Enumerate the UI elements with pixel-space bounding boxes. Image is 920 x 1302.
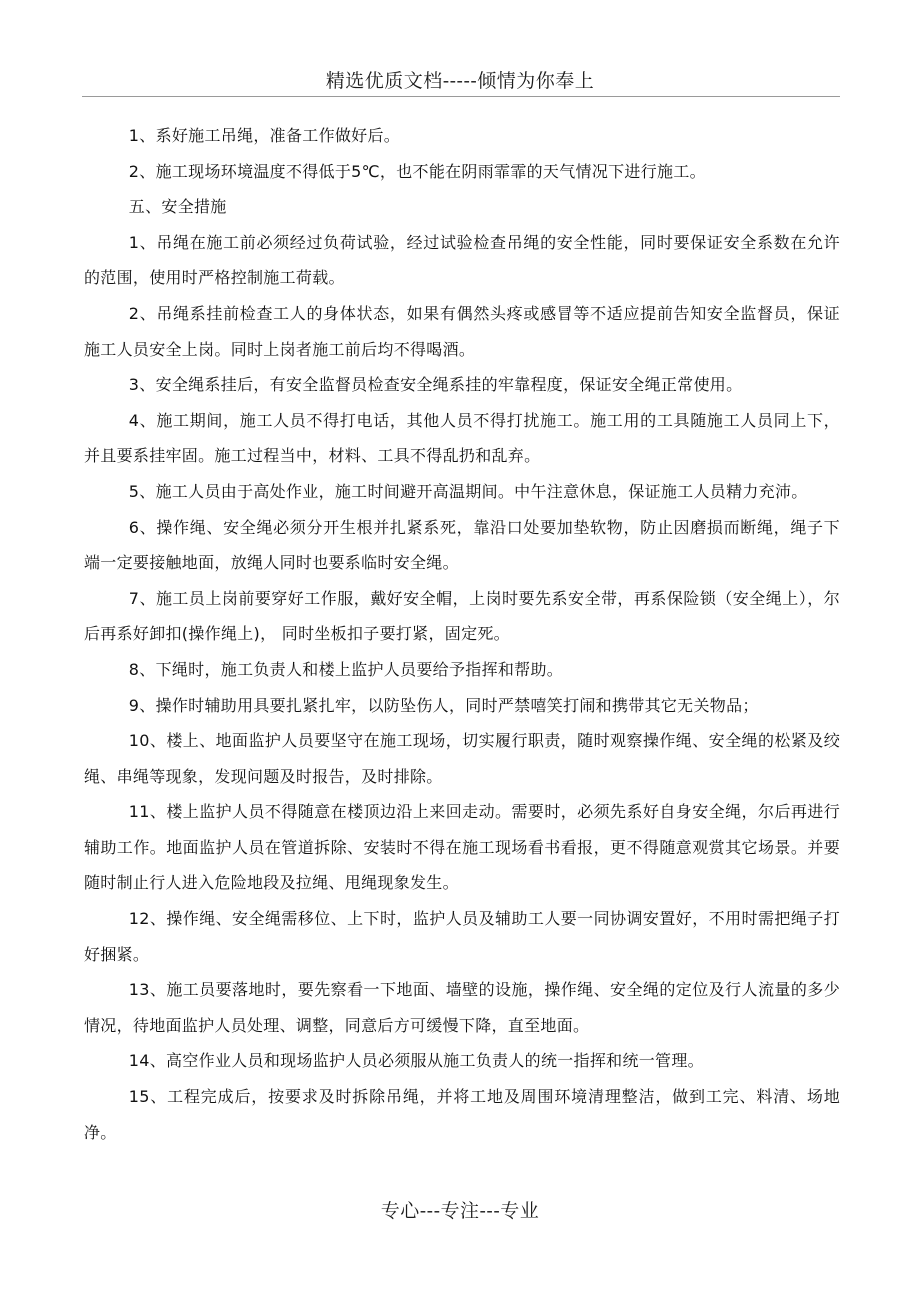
paragraph: 8、下绳时，施工负责人和楼上监护人员要给予指挥和帮助。 [128, 659, 564, 679]
page-header-title: 精选优质文档-----倾情为你奉上 [325, 70, 595, 92]
header-divider [82, 96, 840, 97]
paragraph: 1、系好施工吊绳，准备工作做好后。 [128, 126, 401, 145]
paragraph: 3、安全绳系挂后，有安全监督员检查安全绳系挂的牢靠程度，保证安全绳正常使用。 [128, 375, 743, 395]
paragraph: 4、施工期间，施工人员不得打电话，其他人员不得打扰施工。施工用的工具随施工人员同上下，并且要系挂牢固。施工过程当中，材料、工具不得乱扔和乱弃。 [84, 410, 840, 466]
paragraph: 2、施工现场环境温度不得低于5℃，也不能在阴雨霏霏的天气情况下进行施工。 [128, 161, 706, 181]
paragraph: 10、楼上、地面监护人员要坚守在施工现场，切实履行职责，随时观察操作绳、安全绳的松紧及绞绳、串绳等现象，发现问题及时报告，及时排除。 [84, 731, 840, 786]
paragraph: 9、操作时辅助用具要扎紧扎牢，以防坠伤人，同时严禁嘻笑打闹和携带其它无关物品； [128, 695, 759, 715]
paragraph: 2、吊绳系挂前检查工人的身体状态，如果有偶然头疼或感冒等不适应提前告知安全监督员，保证施工人员安全上岗。同时上岗者施工前后均不得喝酒。 [84, 303, 840, 359]
paragraph: 15、工程完成后，按要求及时拆除吊绳，并将工地及周围环境清理整洁，做到工完、料清、场地净。 [84, 1087, 840, 1142]
paragraph: 7、施工员上岗前要穿好工作服，戴好安全帽，上岗时要先系安全带，再系保险锁（安全绳上），尔后再系好卸扣(操作绳上)， 同时坐板扣子要打紧，固定死。 [84, 588, 840, 644]
page-footer-text: 专心---专注---专业 [380, 1200, 540, 1222]
paragraph: 1、吊绳在施工前必须经过负荷试验，经过试验检查吊绳的安全性能，同时要保证安全系数在允许的范围，使用时严格控制施工荷载。 [84, 232, 840, 288]
paragraph: 12、操作绳、安全绳需移位、上下时，监护人员及辅助工人要一同协调安置好，不用时需把绳子打好捆紧。 [84, 909, 840, 964]
paragraph: 6、操作绳、安全绳必须分开生根并扎紧系死，靠沿口处要加垫软物，防止因磨损而断绳，绳子下端一定要接触地面，放绳人同时也要系临时安全绳。 [84, 517, 840, 573]
document-body [84, 118, 840, 1150]
section-heading: 五、安全措施 [128, 197, 227, 217]
paragraph: 5、施工人员由于高处作业，施工时间避开高温期间。中午注意休息，保证施工人员精力充沛。 [128, 481, 808, 501]
paragraph: 13、施工员要落地时，要先察看一下地面、墙壁的设施，操作绳、安全绳的定位及行人流量的多少情况，待地面监护人员处理、调整，同意后方可缓慢下降，直至地面。 [84, 980, 840, 1035]
paragraph: 14、高空作业人员和现场监护人员必须服从施工负责人的统一指挥和统一管理。 [128, 1051, 704, 1071]
paragraph: 11、楼上监护人员不得随意在楼顶边沿上来回走动。需要时，必须先系好自身安全绳，尔后再进行辅助工作。地面监护人员在管道拆除、安装时不得在施工现场看书看报，更不得随意观赏其它场景。并要随时制止行人进入危险地段及拉绳、甩绳现象发生。 [84, 802, 840, 893]
